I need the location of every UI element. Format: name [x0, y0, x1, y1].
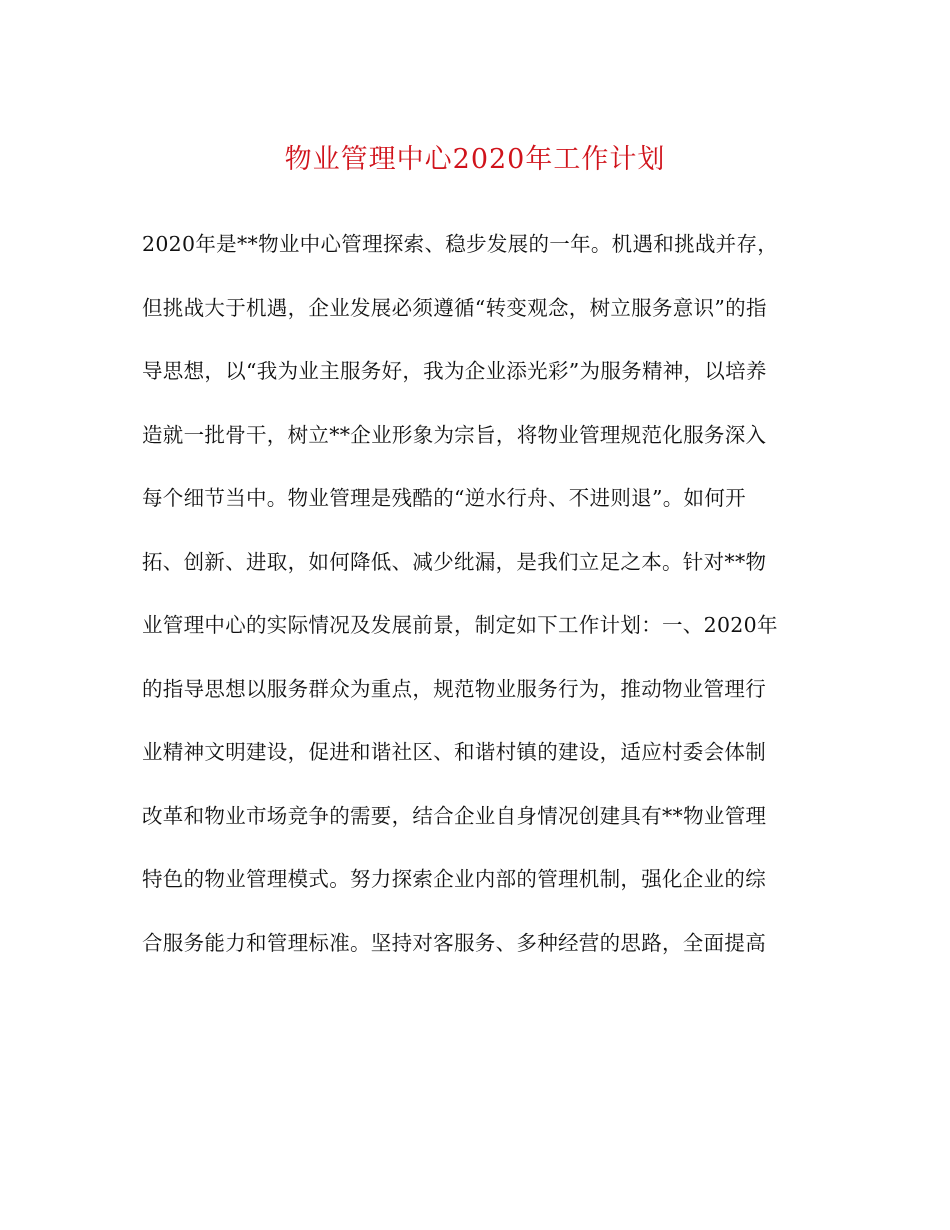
text-line: 改革和物业市场竞争的需要，结合企业自身情况创建具有**物业管理 — [142, 803, 767, 828]
document-title: 物业管理中心2020年工作计划 — [284, 144, 666, 175]
text-line: 但挑战大于机遇，企业发展必须遵循“转变观念，树立服务意识”的指 — [142, 295, 767, 320]
text-line: 合服务能力和管理标准。坚持对客服务、多种经营的思路，全面提高 — [142, 930, 766, 955]
text-line: 业精神文明建设，促进和谐社区、和谐村镇的建设，适应村委会体制 — [142, 740, 766, 764]
text-line: 2020年是**物业中心管理探索、稳步发展的一年。机遇和挑战并存， — [142, 232, 779, 256]
text-line: 的指导思想以服务群众为重点，规范物业服务行为，推动物业管理行 — [142, 676, 766, 701]
text-line: 每个细节当中。物业管理是残酷的“逆水行舟、不进则退”。如何开 — [142, 486, 746, 510]
text-line: 导思想，以“我为业主服务好，我为企业添光彩”为服务精神，以培养 — [142, 359, 767, 383]
body-text — [142, 224, 802, 986]
text-line: 业管理中心的实际情况及发展前景，制定如下工作计划：一、2020年 — [142, 613, 778, 637]
text-line: 拓、创新、进取，如何降低、减少纰漏，是我们立足之本。针对**物 — [142, 549, 767, 574]
text-line: 造就一批骨干，树立**企业形象为宗旨，将物业管理规范化服务深入 — [142, 422, 767, 447]
text-line: 特色的物业管理模式。努力探索企业内部的管理机制，强化企业的综 — [142, 867, 766, 891]
